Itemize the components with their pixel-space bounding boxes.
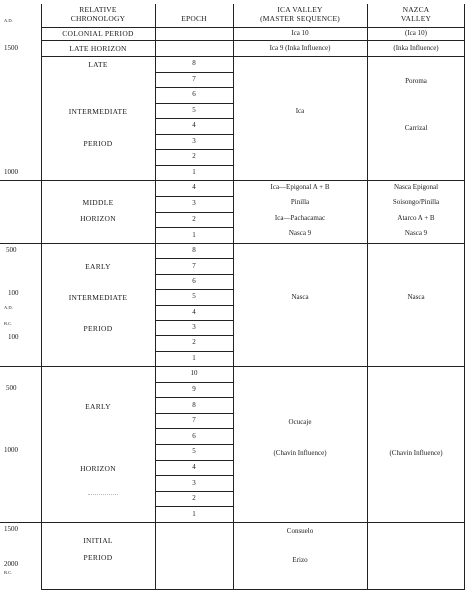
header-nazca: NAZCA bbox=[402, 5, 430, 14]
epoch-number: 6 bbox=[192, 90, 196, 98]
rule-right bbox=[464, 4, 465, 590]
rule-colonial-bottom bbox=[41, 40, 465, 41]
period-early-horizon: HORIZON bbox=[80, 464, 116, 473]
epoch-number: 5 bbox=[192, 292, 196, 300]
rule-epoch-right bbox=[233, 4, 234, 590]
epoch-divider bbox=[155, 506, 234, 507]
period-middle-horizon: MIDDLE bbox=[82, 198, 114, 207]
period-late-intermediate: INTERMEDIATE bbox=[68, 107, 128, 116]
epoch-divider bbox=[155, 305, 234, 306]
epoch-number: 3 bbox=[192, 323, 196, 331]
epoch-number: 6 bbox=[192, 277, 196, 285]
epoch-divider bbox=[155, 397, 234, 398]
ica-cell: Ica bbox=[295, 107, 305, 115]
period-middle-horizon: HORIZON bbox=[80, 214, 116, 223]
date-era-label: B.C. bbox=[4, 570, 13, 575]
epoch-divider bbox=[155, 227, 234, 228]
nazca-cell: Carrizal bbox=[404, 124, 428, 132]
epoch-number: 3 bbox=[192, 137, 196, 145]
epoch-number: 4 bbox=[192, 463, 196, 471]
period-early-intermediate: EARLY bbox=[85, 262, 111, 271]
rule-header-bottom bbox=[41, 27, 465, 28]
rule-mh-bottom bbox=[0, 243, 465, 244]
nazca-cell: (Inka Influence) bbox=[393, 44, 439, 52]
period-early-intermediate: PERIOD bbox=[83, 324, 113, 333]
epoch-number: 1 bbox=[192, 168, 196, 176]
epoch-divider bbox=[155, 103, 234, 104]
period-initial: PERIOD bbox=[83, 553, 113, 562]
epoch-divider bbox=[155, 212, 234, 213]
date-era-label: A.D. bbox=[4, 305, 13, 310]
rule-left bbox=[41, 4, 42, 590]
epoch-number: 1 bbox=[192, 354, 196, 362]
ica-cell: Ocucaje bbox=[288, 418, 312, 426]
epoch-number: 2 bbox=[192, 215, 196, 223]
ica-cell: Ica 9 (Inka Influence) bbox=[269, 44, 331, 52]
ica-cell: Ica 10 bbox=[291, 29, 309, 37]
header-ica-valley: ICA VALLEY bbox=[277, 5, 323, 14]
period-early-intermediate: INTERMEDIATE bbox=[68, 293, 128, 302]
ica-cell: Ica—Epigonal A + B bbox=[270, 183, 330, 191]
epoch-divider bbox=[155, 444, 234, 445]
header-master-sequence: (MASTER SEQUENCE) bbox=[260, 14, 340, 23]
epoch-number: 2 bbox=[192, 494, 196, 502]
header-valley: VALLEY bbox=[400, 14, 432, 23]
nazca-cell: Atarco A + B bbox=[397, 214, 435, 222]
epoch-number: 8 bbox=[192, 401, 196, 409]
epoch-divider bbox=[155, 87, 234, 88]
epoch-number: 9 bbox=[192, 385, 196, 393]
period-late-intermediate: PERIOD bbox=[83, 139, 113, 148]
epoch-divider bbox=[155, 118, 234, 119]
nazca-cell: Nasca bbox=[407, 293, 425, 301]
epoch-number: 8 bbox=[192, 59, 196, 67]
date-year: 500 bbox=[6, 246, 17, 254]
rule-lip-bottom bbox=[0, 180, 465, 181]
epoch-number: 7 bbox=[192, 416, 196, 424]
period-initial: INITIAL bbox=[83, 536, 113, 545]
epoch-divider bbox=[155, 475, 234, 476]
ica-cell: Erizo bbox=[292, 556, 308, 564]
nazca-cell: (Chavin Influence) bbox=[389, 449, 443, 457]
rule-eh-bottom bbox=[0, 522, 465, 523]
date-year: 1500 bbox=[4, 525, 18, 533]
period-colonial: COLONIAL PERIOD bbox=[62, 29, 134, 38]
epoch-number: 10 bbox=[190, 369, 198, 377]
epoch-divider bbox=[155, 258, 234, 259]
epoch-number: 8 bbox=[192, 246, 196, 254]
epoch-number: 4 bbox=[192, 183, 196, 191]
date-year: 100 bbox=[8, 289, 19, 297]
date-year: 100 bbox=[8, 333, 19, 341]
rule-ica-right bbox=[367, 4, 368, 590]
epoch-divider bbox=[155, 382, 234, 383]
epoch-number: 3 bbox=[192, 199, 196, 207]
period-late-horizon: LATE HORIZON bbox=[69, 44, 127, 53]
header-epoch: EPOCH bbox=[181, 14, 207, 23]
nazca-cell: Soisongo/Pinilla bbox=[392, 198, 440, 206]
rule-table-bottom bbox=[41, 589, 465, 590]
header-chronology: CHRONOLOGY bbox=[70, 14, 126, 23]
epoch-divider bbox=[155, 335, 234, 336]
epoch-divider bbox=[155, 428, 234, 429]
epoch-divider bbox=[155, 320, 234, 321]
ica-cell: (Chavin Influence) bbox=[273, 449, 327, 457]
epoch-divider bbox=[155, 274, 234, 275]
ica-cell: Pinilla bbox=[290, 198, 310, 206]
ica-cell: Nasca 9 bbox=[288, 229, 312, 237]
epoch-divider bbox=[155, 491, 234, 492]
epoch-number: 1 bbox=[192, 231, 196, 239]
nazca-cell: (Ica 10) bbox=[405, 29, 427, 37]
epoch-number: 5 bbox=[192, 106, 196, 114]
epoch-number: 4 bbox=[192, 308, 196, 316]
epoch-divider bbox=[155, 196, 234, 197]
epoch-divider bbox=[155, 165, 234, 166]
rule-eip-bottom bbox=[0, 366, 465, 367]
period-late-intermediate: LATE bbox=[88, 60, 108, 69]
epoch-divider bbox=[155, 460, 234, 461]
epoch-divider bbox=[155, 72, 234, 73]
header-relative: RELATIVE bbox=[79, 5, 117, 14]
epoch-number: 3 bbox=[192, 479, 196, 487]
epoch-number: 7 bbox=[192, 262, 196, 270]
date-year: 2000 bbox=[4, 560, 18, 568]
epoch-number: 1 bbox=[192, 510, 196, 518]
epoch-number: 4 bbox=[192, 121, 196, 129]
rule-late-horizon-bottom bbox=[41, 56, 465, 57]
date-year: 1000 bbox=[4, 168, 18, 176]
epoch-divider bbox=[155, 289, 234, 290]
epoch-divider bbox=[155, 351, 234, 352]
epoch-number: 5 bbox=[192, 447, 196, 455]
period-early-horizon: EARLY bbox=[85, 402, 111, 411]
date-year: 1000 bbox=[4, 446, 18, 454]
epoch-number: 2 bbox=[192, 152, 196, 160]
ica-cell: Consuelo bbox=[286, 527, 314, 535]
epoch-divider bbox=[155, 149, 234, 150]
epoch-divider bbox=[155, 134, 234, 135]
epoch-number: 2 bbox=[192, 338, 196, 346]
nazca-cell: Nasca 9 bbox=[404, 229, 428, 237]
epoch-number: 6 bbox=[192, 432, 196, 440]
ica-cell: Ica—Pachacamac bbox=[274, 214, 326, 222]
epoch-number: 7 bbox=[192, 75, 196, 83]
ica-cell: Nasca bbox=[291, 293, 309, 301]
date-year: 1500 bbox=[4, 44, 18, 52]
date-era-label: B.C. bbox=[4, 321, 13, 326]
nazca-cell: Nasca Epigonal bbox=[393, 183, 439, 191]
rule-epoch-left bbox=[155, 4, 156, 590]
date-era-label: A.D. bbox=[4, 18, 13, 23]
scan-smudge bbox=[88, 494, 118, 498]
date-year: 500 bbox=[6, 384, 17, 392]
nazca-cell: Poroma bbox=[405, 77, 427, 85]
epoch-divider bbox=[155, 413, 234, 414]
